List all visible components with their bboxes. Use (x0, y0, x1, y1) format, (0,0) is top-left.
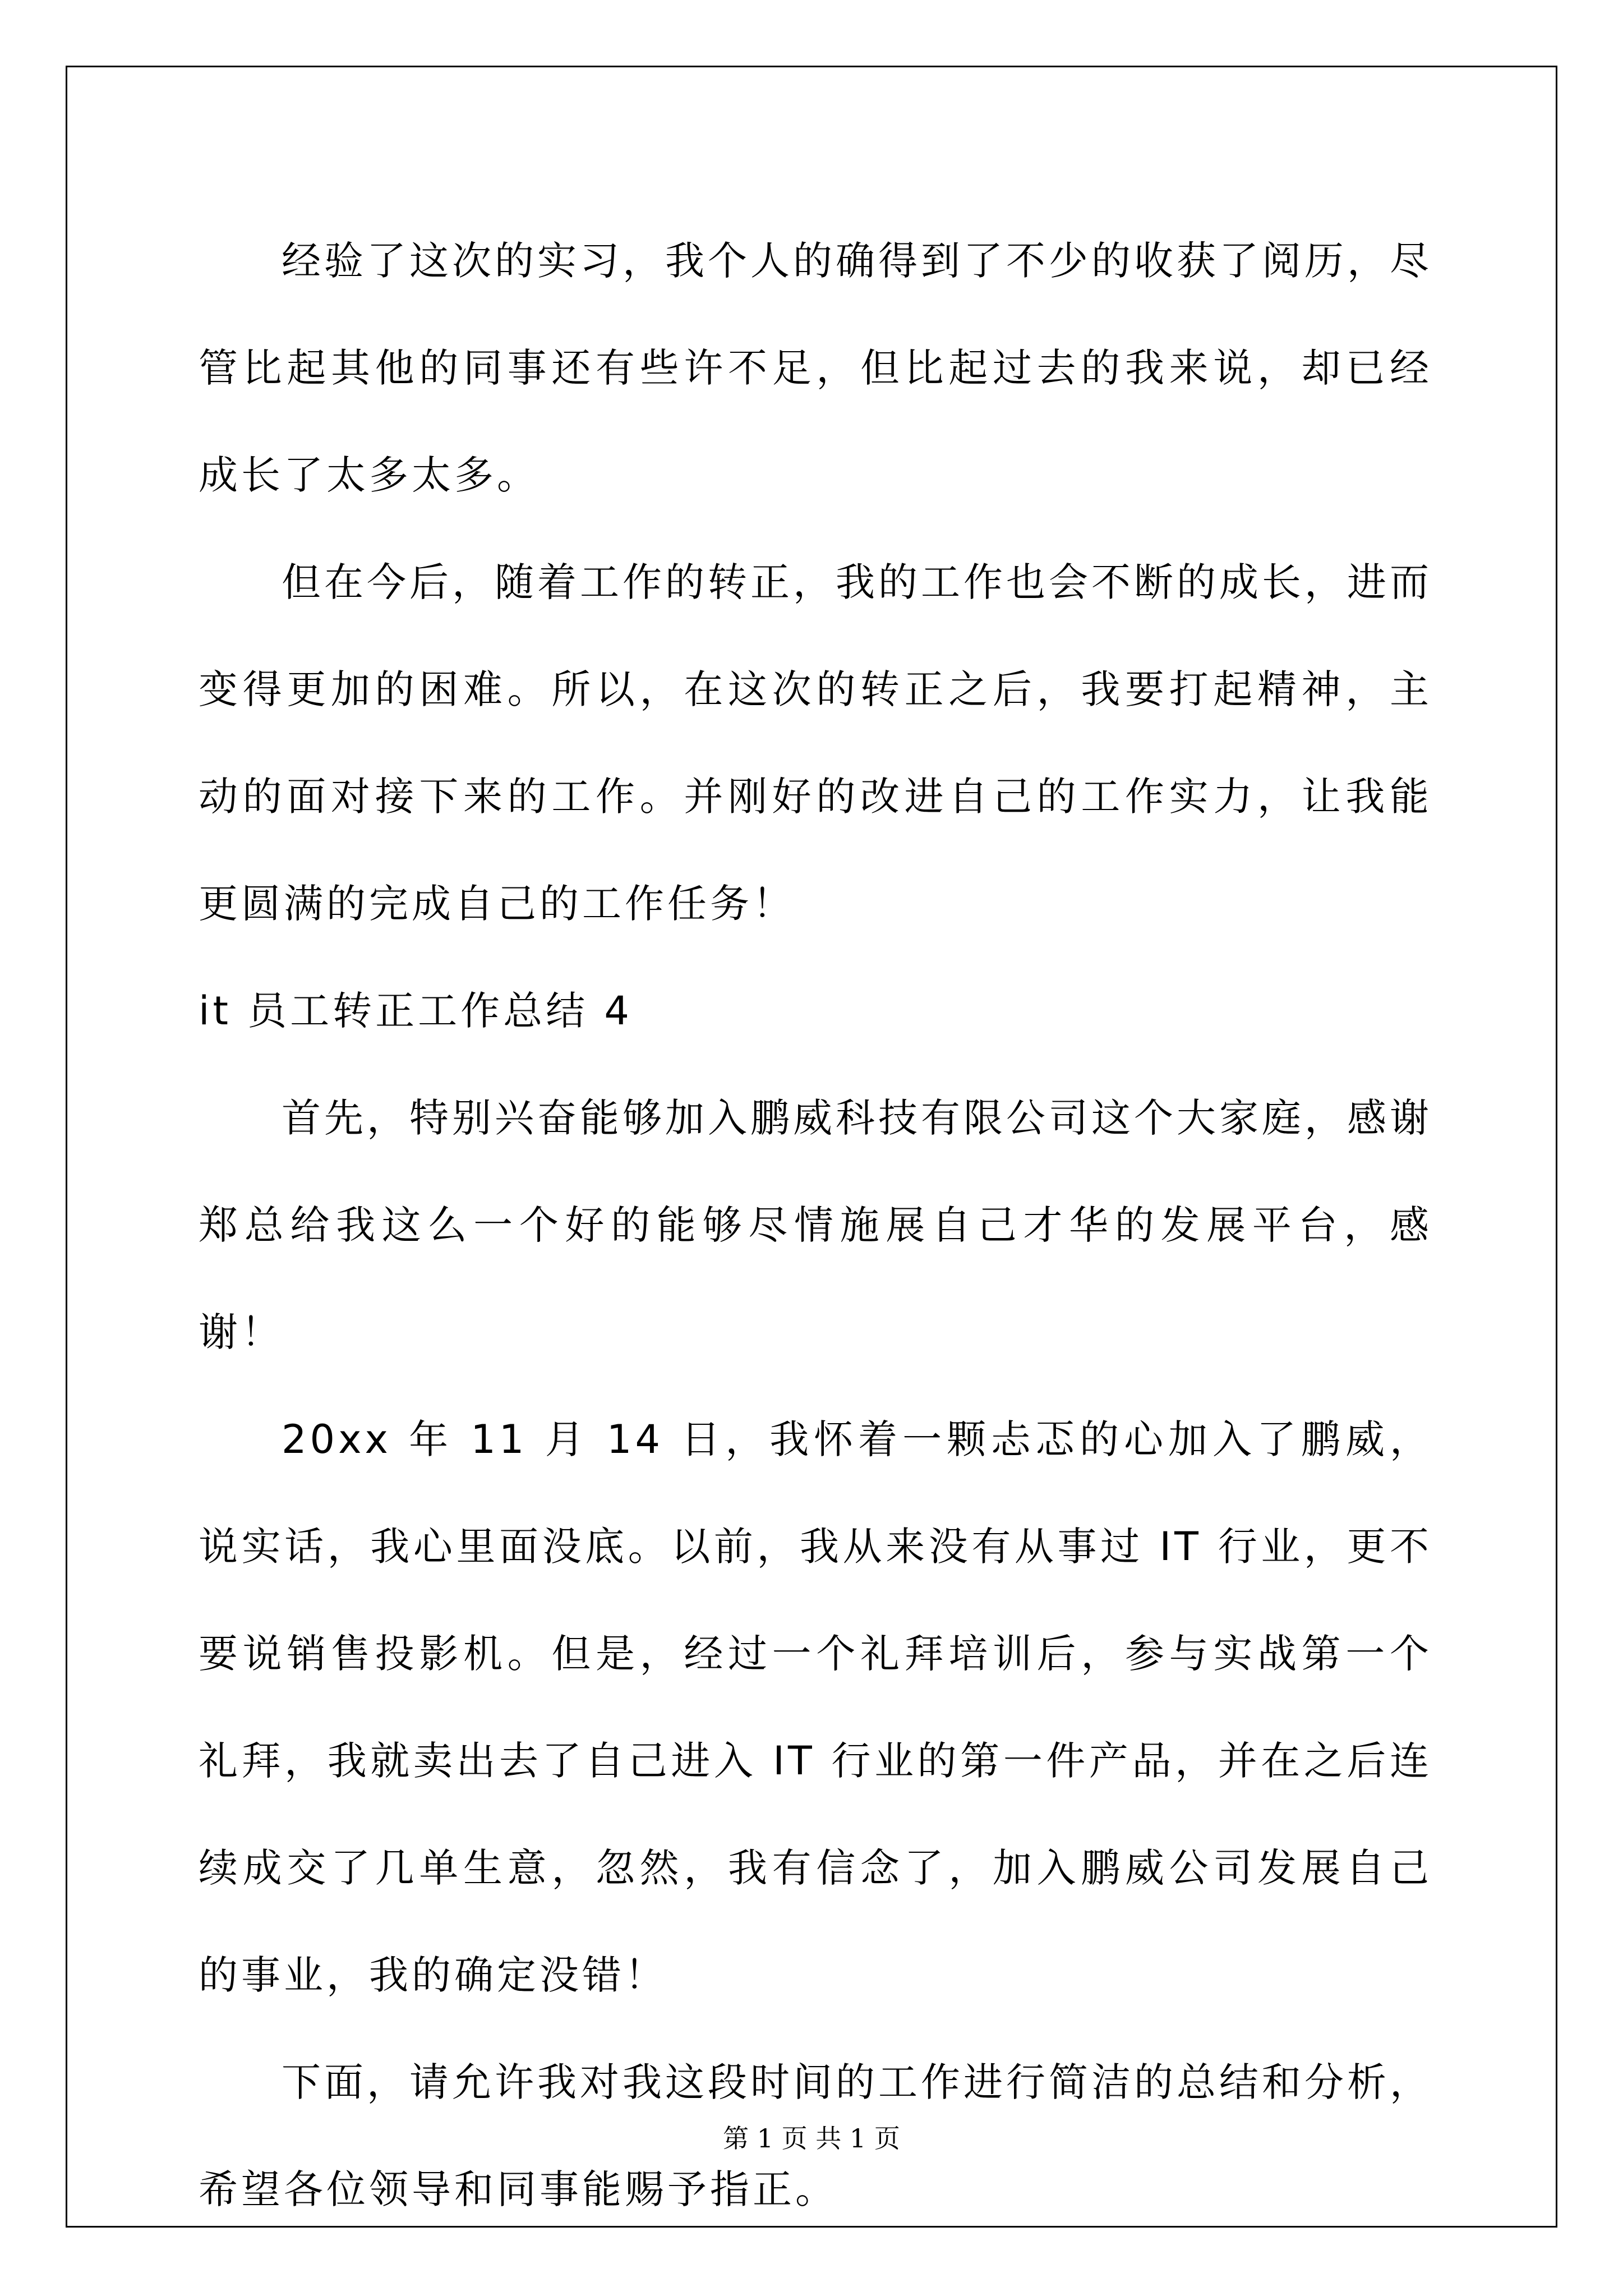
page-footer: 第 1 页 共 1 页 (723, 2123, 900, 2154)
paragraph: 经验了这次的实习，我个人的确得到了不少的收获了阅历，尽管比起其他的同事还有些许不足，但比起过去的我来说，却已经成长了太多太多。 (199, 238, 1432, 498)
section-heading: it 员工转正工作总结 4 (199, 988, 633, 1034)
paragraph: 20xx 年 11 月 14 日，我怀着一颗忐忑的心加入了鹏威，说实话，我心里面没底。以前，我从来没有从事过 IT 行业，更不要说销售投影机。但是，经过一个礼拜培训后，参与实战第一个礼拜，我就卖出去了自己进入 IT 行业的第一件产品，并在之后连续成交了几单生意，忽然，我有信念了，加入鹏威公司发展自己的事业，我的确定没错！ (199, 1416, 1432, 1998)
paragraph: 首先，特别兴奋能够加入鹏威科技有限公司这个大家庭，感谢郑总给我这么一个好的能够尽情施展自己才华的发展平台，感谢！ (199, 1095, 1432, 1355)
paragraph: 下面，请允许我对我这段时间的工作进行简洁的总结和分析，希望各位领导和同事能赐予指正。 (199, 2059, 1432, 2212)
paragraph: 但在今后，随着工作的转正，我的工作也会不断的成长，进而变得更加的困难。所以，在这次的转正之后，我要打起精神，主动的面对接下来的工作。并刚好的改进自己的工作实力，让我能更圆满的完成自己的工作任务！ (199, 559, 1432, 927)
document-body (199, 208, 1432, 2243)
